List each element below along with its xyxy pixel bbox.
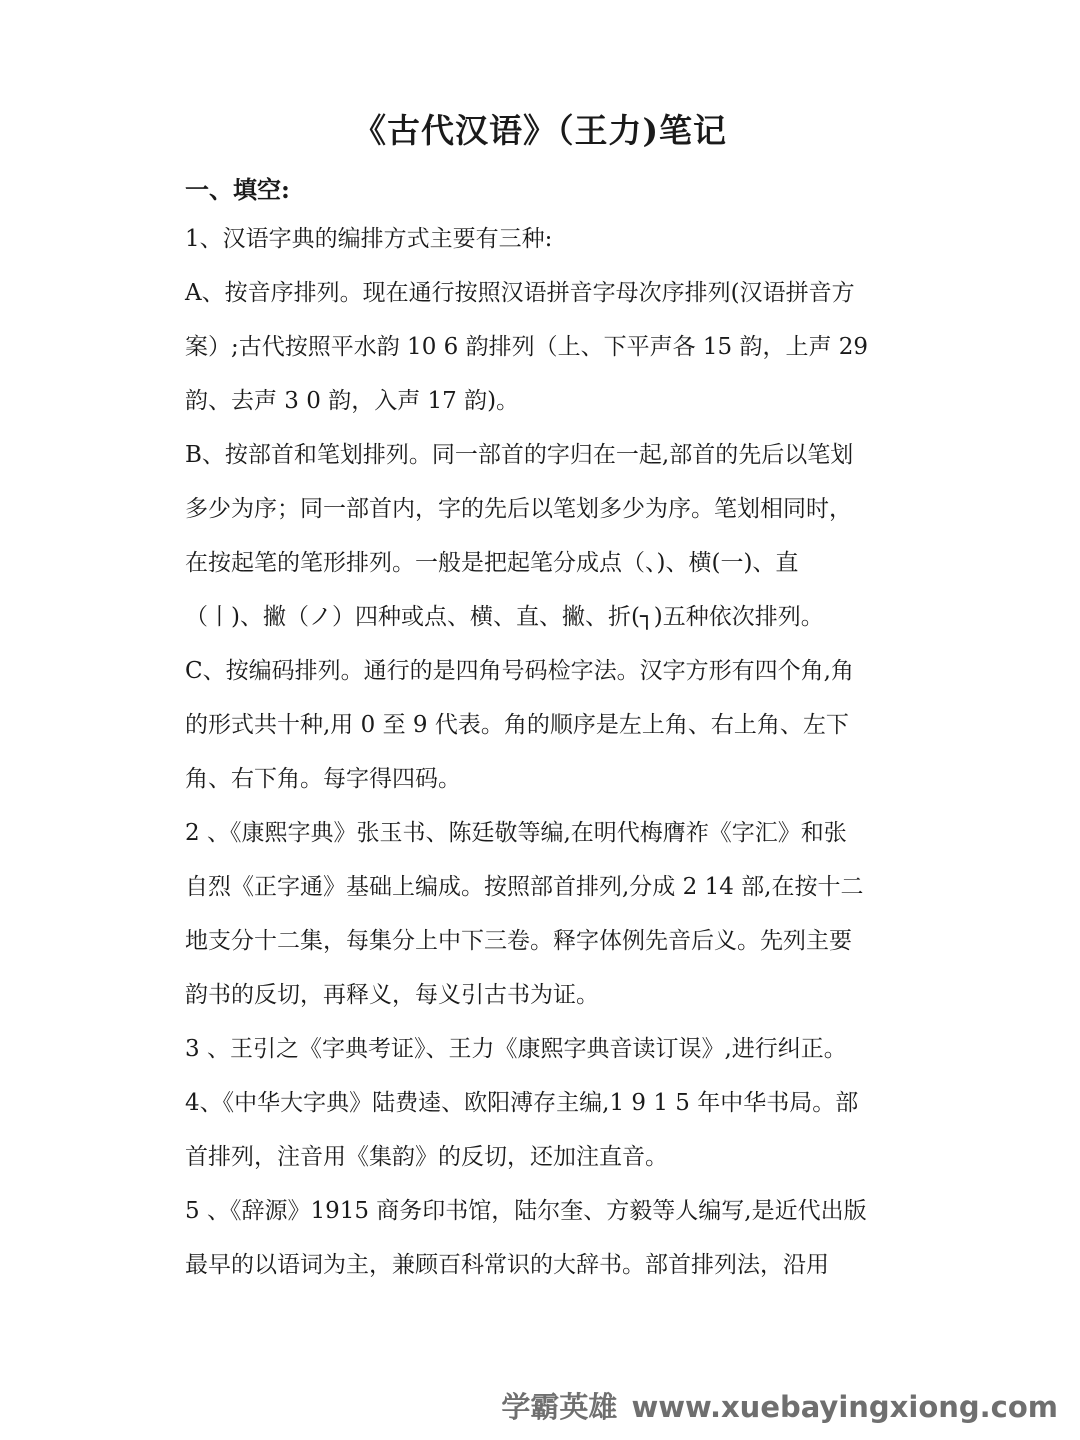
text-line: 首排列，注音用《集韵》的反切，还加注直音。 [185, 1144, 668, 1170]
watermark-brand: 学霸英雄 [501, 1390, 618, 1424]
text-line: 的形式共十种,用 0 至 9 代表。角的顺序是左上角、右上角、左下 [185, 712, 849, 738]
text-line: （丨)、撇（ノ）四种或点、横、直、撇、折(┐)五种依次排列。 [185, 604, 824, 630]
text-line: C、按编码排列。通行的是四角号码检字法。汉字方形有四个角,角 [185, 658, 854, 684]
text-line: 地支分十二集，每集分上中下三卷。释字体例先音后义。先列主要 [185, 928, 852, 954]
text-line: 4、《中华大字典》陆费逵、欧阳溥存主编,1 9 1 5 年中华书局。部 [185, 1090, 859, 1116]
text-line: 5 、《辞源》1915 商务印书馆，陆尔奎、方毅等人编写,是近代出版 [185, 1198, 867, 1224]
text-line: 韵、去声 3 0 韵，入声 17 韵)。 [185, 388, 520, 414]
text-line: 角、右下角。每字得四码。 [185, 766, 461, 792]
watermark-url: www.xuebayingxiong.com [631, 1390, 1058, 1424]
text-line: 1、汉语字典的编排方式主要有三种: [185, 226, 553, 252]
section-heading: 一、填空: [185, 175, 290, 204]
page-title: 《古代汉语》（王力)笔记 [352, 111, 728, 150]
text-line: 3 、王引之《字典考证》、王力《康熙字典音读订误》,进行纠正。 [185, 1036, 847, 1062]
text-line: 案）;古代按照平水韵 10 6 韵排列（上、下平声各 15 韵，上声 29 [185, 334, 869, 360]
watermark [501, 1385, 1058, 1426]
text-line: 多少为序；同一部首内，字的先后以笔划多少为序。笔划相同时， [185, 496, 852, 522]
text-line: B、按部首和笔划排列。同一部首的字归在一起,部首的先后以笔划 [185, 442, 854, 468]
text-line: 2 、《康熙字典》张玉书、陈廷敬等编,在明代梅膺祚《字汇》和张 [185, 820, 847, 846]
body-text [185, 212, 905, 1292]
text-line: 韵书的反切，再释义，每义引古书为证。 [185, 982, 599, 1008]
text-line: A、按音序排列。现在通行按照汉语拼音字母次序排列(汉语拼音方 [185, 280, 855, 306]
text-line: 自烈《正字通》基础上编成。按照部首排列,分成 2 14 部,在按十二 [185, 874, 864, 900]
text-line: 最早的以语词为主，兼顾百科常识的大辞书。部首排列法，沿用 [185, 1252, 829, 1278]
text-line: 在按起笔的笔形排列。一般是把起笔分成点（、)、横(一)、直 [185, 550, 799, 576]
